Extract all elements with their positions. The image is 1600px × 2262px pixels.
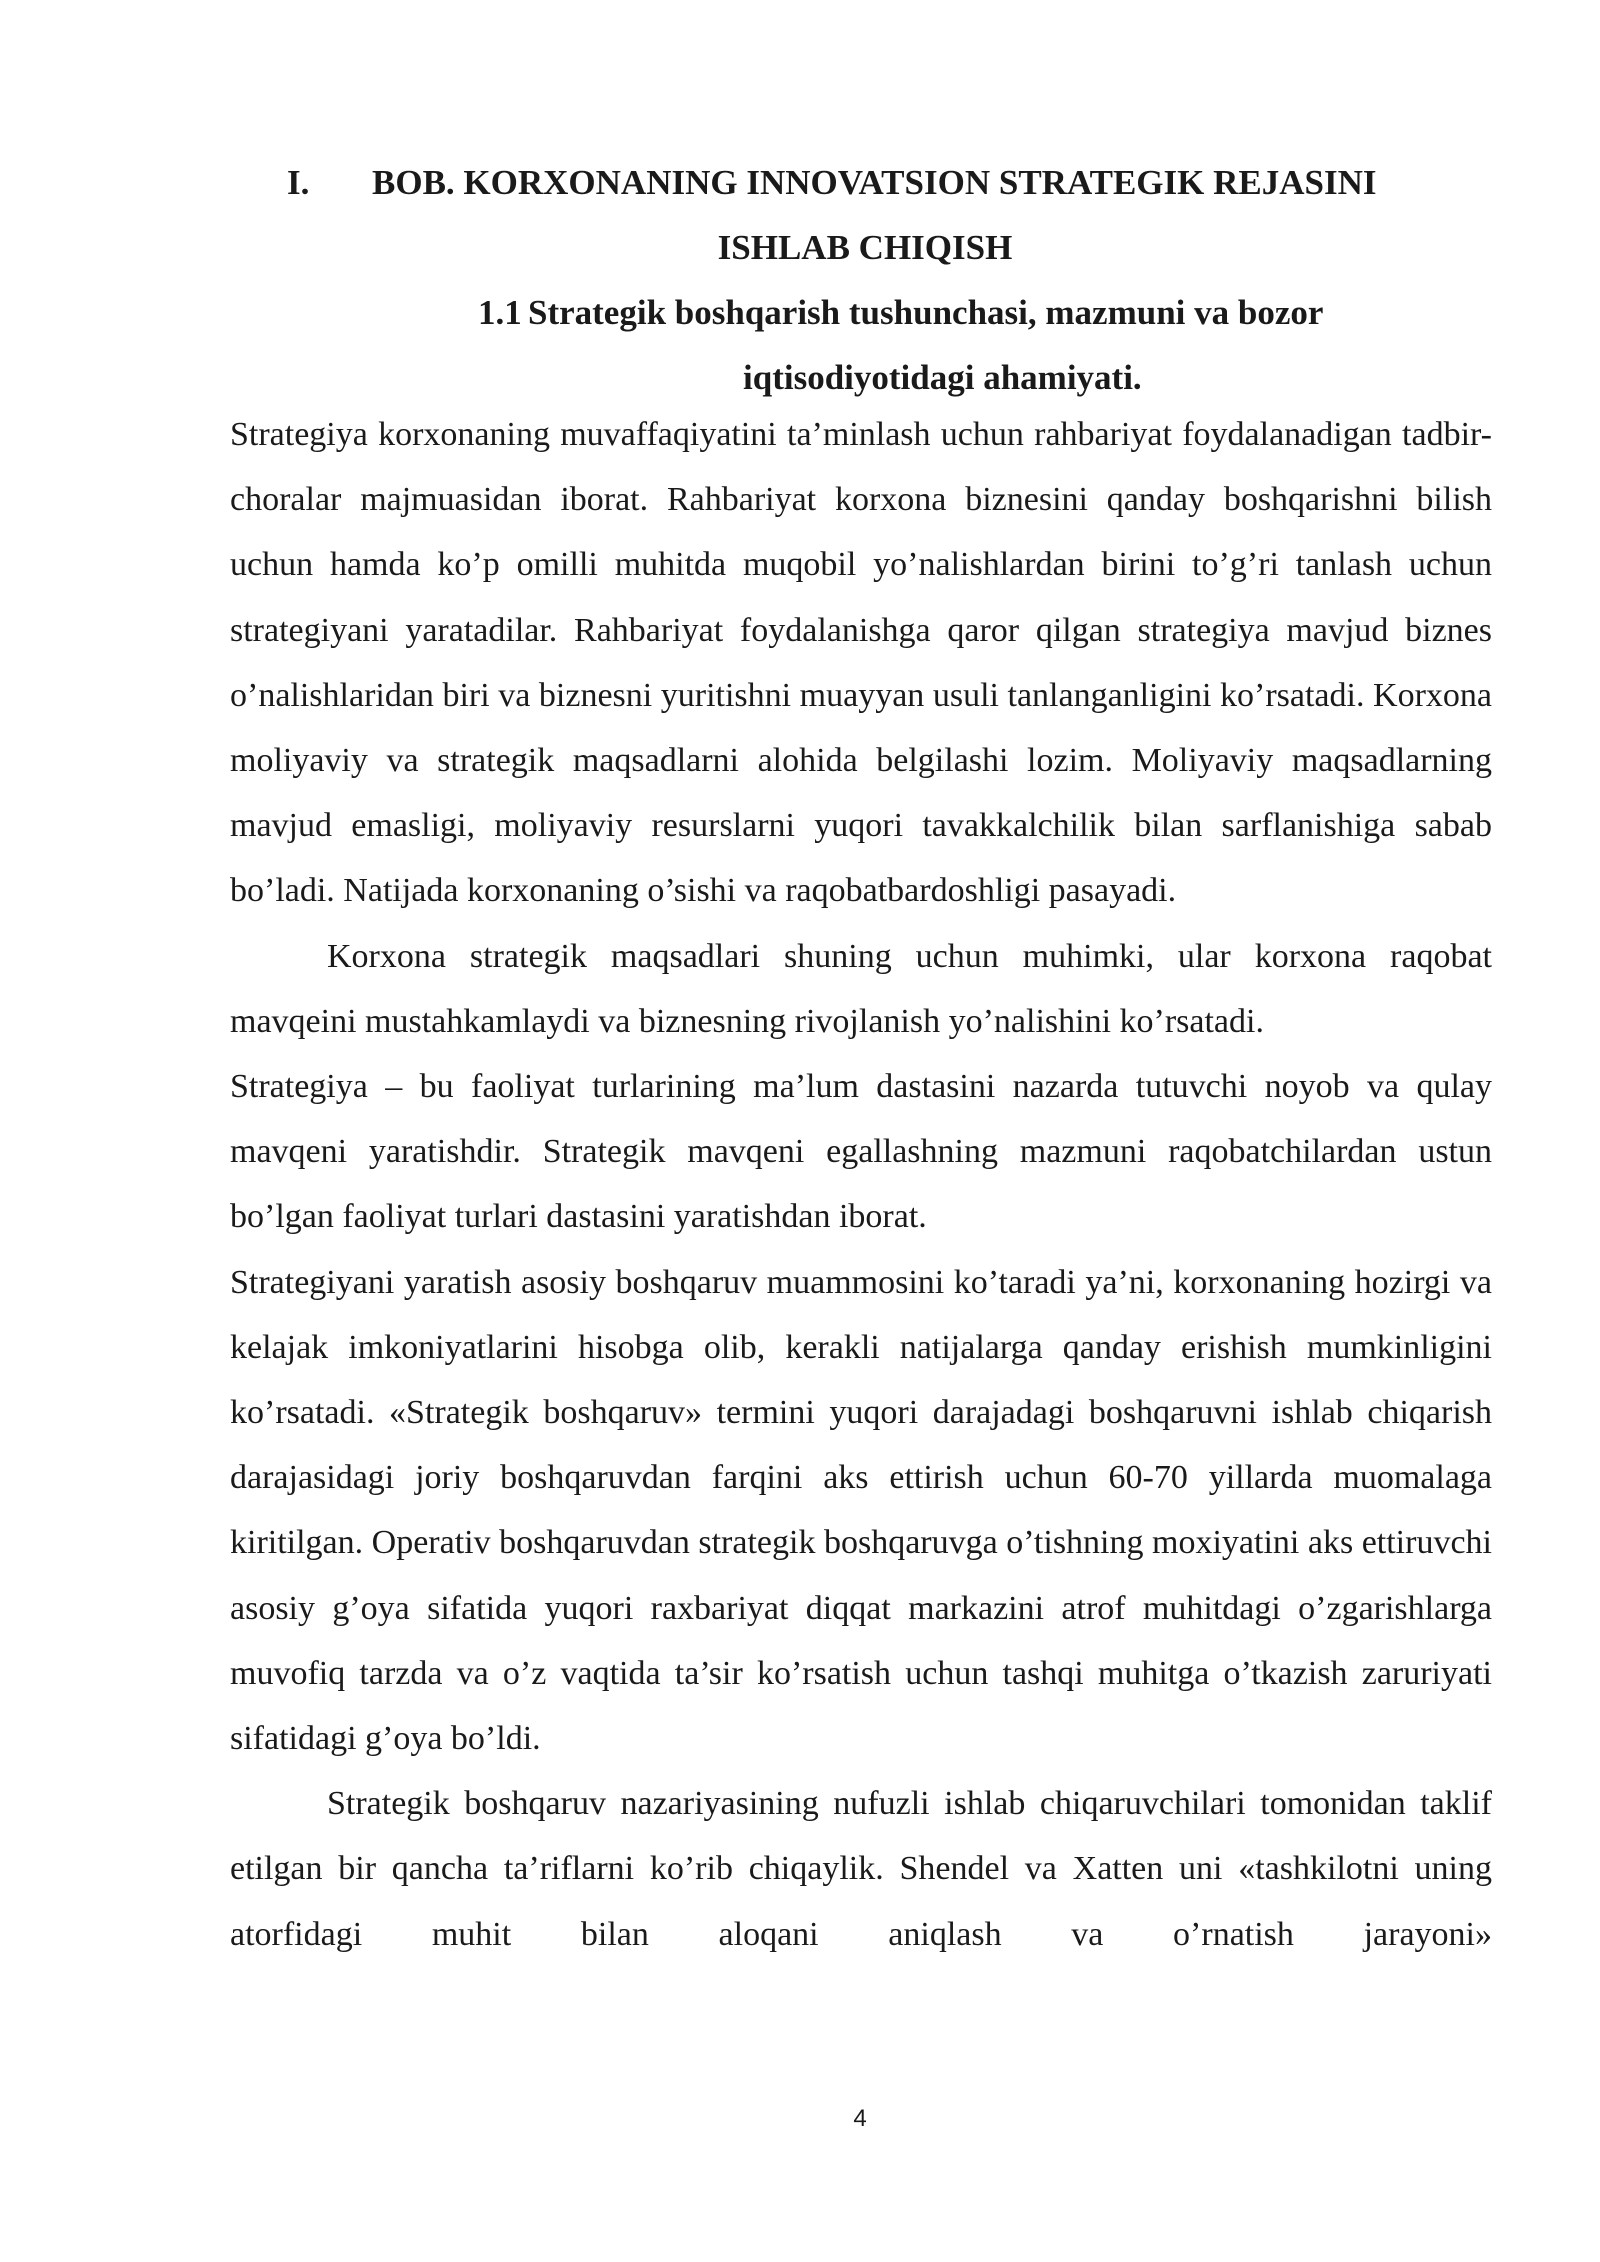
paragraph-4: Strategiyani yaratish asosiy boshqaruv muammosini ko’taradi ya’ni, korxonaning hozirgi va kelajak imkoniyatlarini hisobga olib, kerakli natijalarga qanday erishish mumkinligini ko’rsatadi. «Strategik boshqaruv» termini yuqori darajadagi boshqaruvni ishlab chiqarish darajasidagi joriy boshqaruvdan farqini aks ettirish uchun 60-70 yillarda muomalaga kiritilgan. Operativ boshqaruvdan strategik boshqaruvga o’tishning moxiyatini aks ettiruvchi asosiy g’oya sifatida yuqori raxbariyat diqqat markazini atrof muhitdagi o’zgarishlarga muvofiq tarzda va o’z vaqtida ta’sir ko’rsatish uchun tashqi muhitga o’tkazish zaruriyati sifatidagi g’oya bo’ldi. [230,1263,1492,1758]
section-title-line2: iqtisodiyotidagi ahamiyati. [743,358,1142,397]
section-title-line1: Strategik boshqarish tushunchasi, mazmuni va bozor [528,293,1324,332]
page-number: 4 [853,2105,867,2132]
chapter-numeral: I. [287,163,310,202]
section-number: 1.1 [478,293,522,332]
body-text [230,402,1492,1967]
section-heading-line1 [478,280,1438,345]
paragraph-2: Korxona strategik maqsadlari shuning uchun muhimki, ular korxona raqobat mavqeini mustahkamlaydi va biznesning rivojlanish yo’nalishini ko’rsatadi. [230,937,1492,1040]
paragraph-1: Strategiya korxonaning muvaffaqiyatini ta’minlash uchun rahbariyat foydalanadigan tadbir-choralar majmuasidan iborat. Rahbariyat korxona biznesini qanday boshqarishni bilish uchun hamda ko’p omilli muhitda muqobil yo’nalishlardan birini to’g’ri tanlash uchun strategiyani yaratadilar. Rahbariyat foydalanishga qaror qilgan strategiya mavjud biznes o’nalishlaridan biri va biznesni yuritishni muayyan usuli tanlanganligini ko’rsatadi. Korxona moliyaviy va strategik maqsadlarni alohida belgilashi lozim. Moliyaviy maqsadlarning mavjud emasligi, moliyaviy resurslarni yuqori tavakkalchilik bilan sarflanishiga sabab bo’ladi. Natijada korxonaning o’sishi va raqobatbardoshligi pasayadi. [230,416,1492,910]
chapter-title-line1: BOB. KORXONANING INNOVATSION STRATEGIK REJASINI [372,163,1377,202]
paragraph-5: Strategik boshqaruv nazariyasining nufuzli ishlab chiqaruvchilari tomonidan taklif etilgan bir qancha ta’riflarni ko’rib chiqaylik. Shendel va Xatten uni «tashkilotni uning atorfidagi muhit bilan aloqani aniqlash va o’rnatish jarayoni» [230,1785,1492,1953]
section-heading [478,280,1438,410]
paragraph-3: Strategiya – bu faoliyat turlarining ma’lum dastasini nazarda tutuvchi noyob va qulay mavqeni yaratishdir. Strategik mavqeni egallashning mazmuni raqobatchilardan ustun bo’lgan faoliyat turlari dastasini yaratishdan iborat. [230,1068,1492,1236]
chapter-heading-line1 [230,150,1510,215]
chapter-title-line2: ISHLAB CHIQISH [717,228,1013,267]
chapter-heading [230,150,1510,280]
